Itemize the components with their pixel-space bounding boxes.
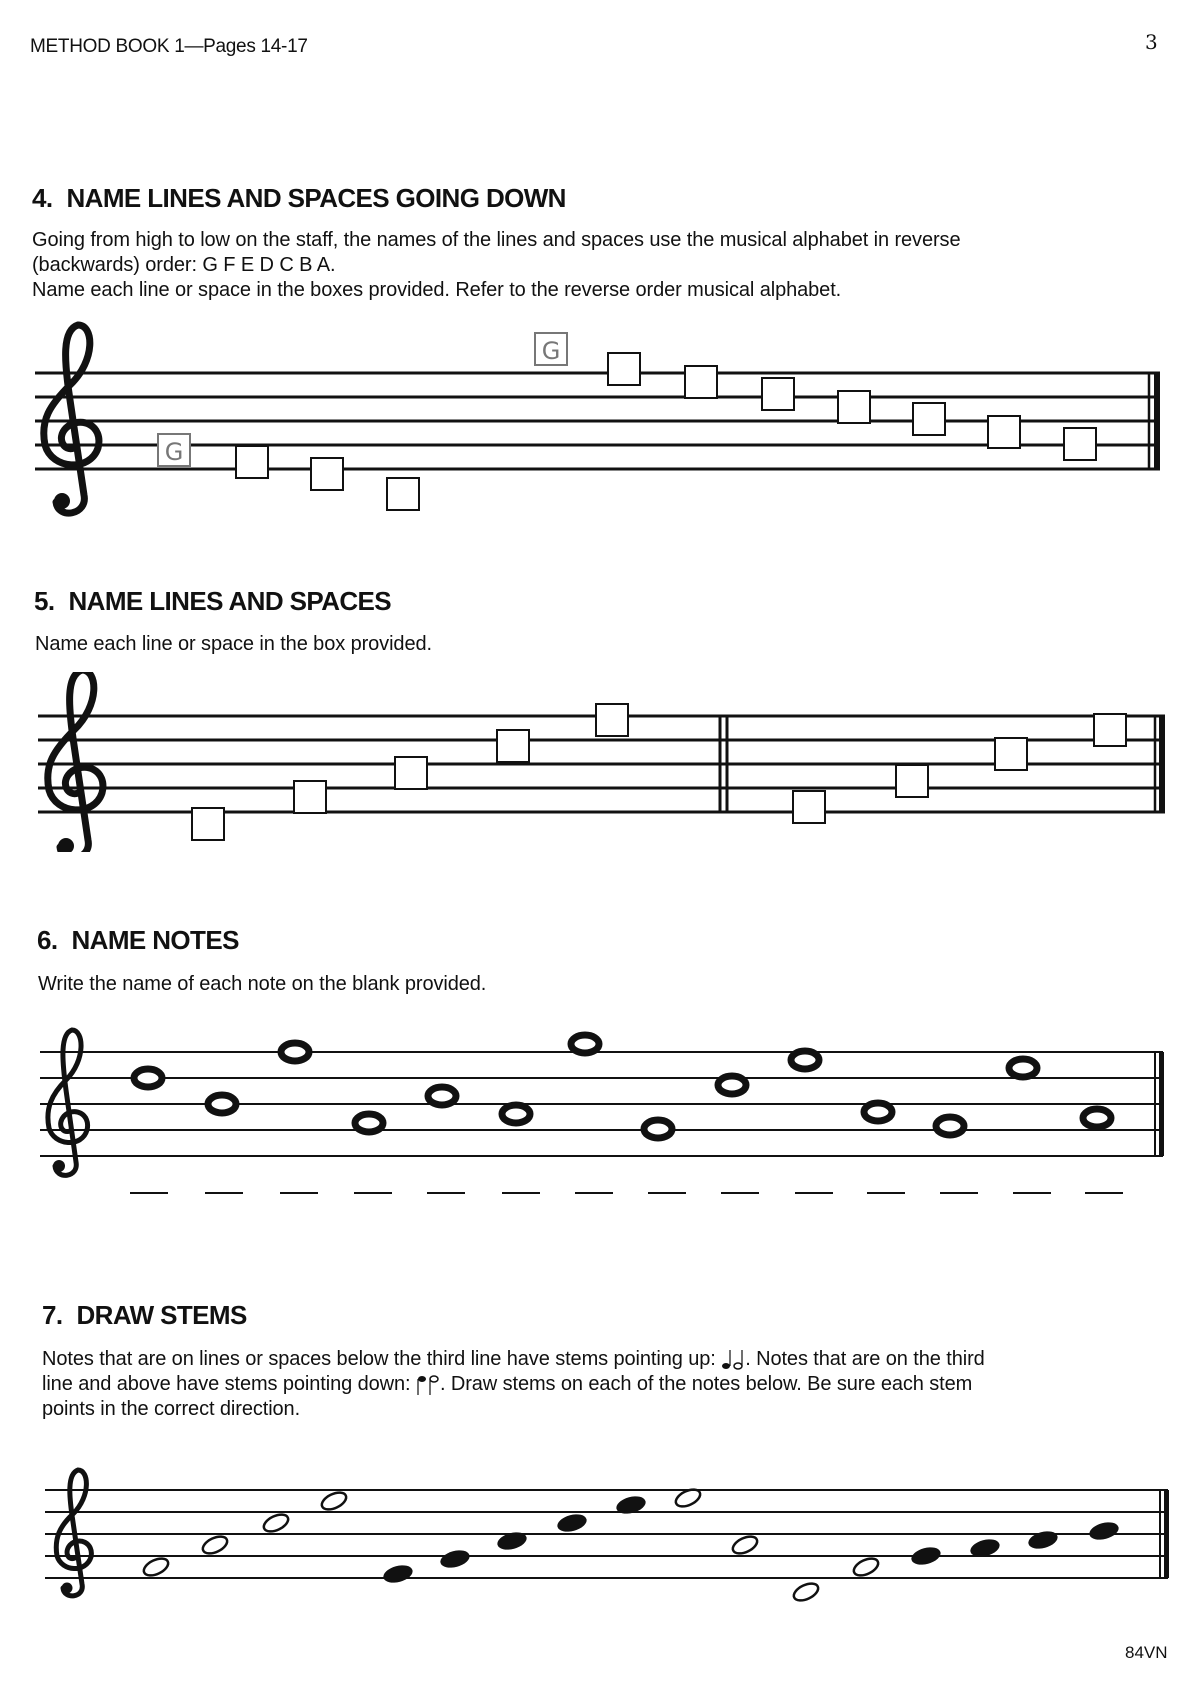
instruction-line: points in the correct direction. bbox=[42, 1398, 301, 1420]
whole-note bbox=[864, 1103, 892, 1121]
section-number: 4. bbox=[32, 183, 53, 213]
instruction-text: line and above have stems pointing down: bbox=[42, 1373, 411, 1395]
treble-clef-icon bbox=[48, 672, 103, 852]
quarter-note bbox=[381, 1562, 414, 1585]
whole-note bbox=[428, 1087, 456, 1105]
instruction-line bbox=[42, 1347, 1142, 1372]
instruction-text: . Notes that are on the third bbox=[745, 1348, 985, 1370]
answer-box[interactable] bbox=[311, 458, 343, 490]
answer-box[interactable] bbox=[896, 765, 928, 797]
answer-box[interactable] bbox=[988, 416, 1020, 448]
page-footer-code: 84VN bbox=[1125, 1643, 1168, 1662]
answer-box[interactable] bbox=[395, 757, 427, 789]
instruction-line: Name each line or space in the box provided. bbox=[35, 633, 432, 655]
section-6-instructions bbox=[38, 972, 1138, 997]
staff-section-4 bbox=[0, 320, 1201, 520]
section-number: 7. bbox=[42, 1300, 63, 1330]
answer-box[interactable] bbox=[685, 366, 717, 398]
instruction-text: Notes that are on lines or spaces below the third line have stems pointing up: bbox=[42, 1348, 716, 1370]
quarter-note bbox=[614, 1493, 647, 1516]
answer-box[interactable] bbox=[608, 353, 640, 385]
page-header: METHOD BOOK 1—Pages 14-17 bbox=[30, 36, 308, 57]
treble-clef-icon bbox=[56, 1470, 91, 1596]
answer-box[interactable] bbox=[995, 738, 1027, 770]
staff-section-6 bbox=[0, 1020, 1201, 1240]
quarter-note bbox=[1026, 1528, 1059, 1551]
whole-note bbox=[134, 1069, 162, 1087]
answer-box[interactable] bbox=[838, 391, 870, 423]
half-note bbox=[141, 1555, 170, 1579]
instruction-line: Going from high to low on the staff, the names of the lines and spaces use the musical alphabet in reverse bbox=[32, 229, 961, 251]
section-number: 6. bbox=[37, 925, 58, 955]
whole-note bbox=[718, 1076, 746, 1094]
section-title-text: NAME LINES AND SPACES GOING DOWN bbox=[66, 183, 566, 213]
instruction-line: Write the name of each note on the blank provided. bbox=[38, 973, 487, 995]
answer-box[interactable] bbox=[596, 704, 628, 736]
page-number: 3 bbox=[1145, 30, 1158, 54]
section-title-text: DRAW STEMS bbox=[76, 1300, 247, 1330]
section-4-instructions bbox=[32, 228, 1132, 303]
answer-box[interactable] bbox=[762, 378, 794, 410]
half-note bbox=[791, 1580, 820, 1604]
whole-note bbox=[644, 1120, 672, 1138]
prefilled-answer: G bbox=[541, 337, 561, 365]
section-title-text: NAME NOTES bbox=[71, 925, 239, 955]
whole-note bbox=[502, 1105, 530, 1123]
instruction-line bbox=[42, 1372, 1142, 1397]
section-4-title bbox=[32, 183, 566, 214]
whole-note bbox=[936, 1117, 964, 1135]
half-note bbox=[730, 1533, 759, 1557]
whole-note bbox=[1009, 1059, 1037, 1077]
whole-note bbox=[791, 1051, 819, 1069]
section-6-title bbox=[37, 925, 239, 956]
quarter-note bbox=[495, 1529, 528, 1552]
section-5-instructions bbox=[35, 632, 1135, 657]
half-note bbox=[319, 1489, 348, 1513]
whole-note bbox=[571, 1035, 599, 1053]
quarter-note bbox=[438, 1547, 471, 1570]
prefilled-answer: G bbox=[164, 438, 184, 466]
section-7-instructions bbox=[42, 1347, 1142, 1422]
staff-section-5 bbox=[0, 672, 1201, 852]
half-note bbox=[200, 1533, 229, 1557]
staff-section-7 bbox=[0, 1460, 1201, 1640]
section-number: 5. bbox=[34, 586, 55, 616]
whole-note bbox=[355, 1114, 383, 1132]
answer-box[interactable] bbox=[497, 730, 529, 762]
answer-box[interactable] bbox=[1064, 428, 1096, 460]
answer-box[interactable] bbox=[387, 478, 419, 510]
section-7-title bbox=[42, 1300, 247, 1331]
answer-box[interactable] bbox=[913, 403, 945, 435]
section-5-title bbox=[34, 586, 391, 617]
half-note bbox=[261, 1511, 290, 1535]
quarter-note bbox=[1087, 1519, 1120, 1542]
whole-note bbox=[281, 1043, 309, 1061]
section-title-text: NAME LINES AND SPACES bbox=[68, 586, 392, 616]
instruction-line: Name each line or space in the boxes provided. Refer to the reverse order musical alphabet. bbox=[32, 279, 842, 301]
answer-box[interactable] bbox=[1094, 714, 1126, 746]
whole-note bbox=[1083, 1109, 1111, 1127]
stems-up-example-icon bbox=[721, 1348, 745, 1372]
quarter-note bbox=[909, 1544, 942, 1567]
answer-box[interactable] bbox=[192, 808, 224, 840]
instruction-line: (backwards) order: G F E D C B A. bbox=[32, 254, 336, 276]
whole-note bbox=[208, 1095, 236, 1113]
answer-box[interactable] bbox=[294, 781, 326, 813]
quarter-note bbox=[555, 1511, 588, 1534]
answer-box[interactable] bbox=[793, 791, 825, 823]
half-note bbox=[851, 1555, 880, 1579]
stems-down-example-icon bbox=[416, 1373, 440, 1397]
treble-clef-icon bbox=[44, 325, 99, 513]
answer-box[interactable] bbox=[236, 446, 268, 478]
instruction-text: . Draw stems on each of the notes below. Be sure each stem bbox=[439, 1373, 973, 1395]
